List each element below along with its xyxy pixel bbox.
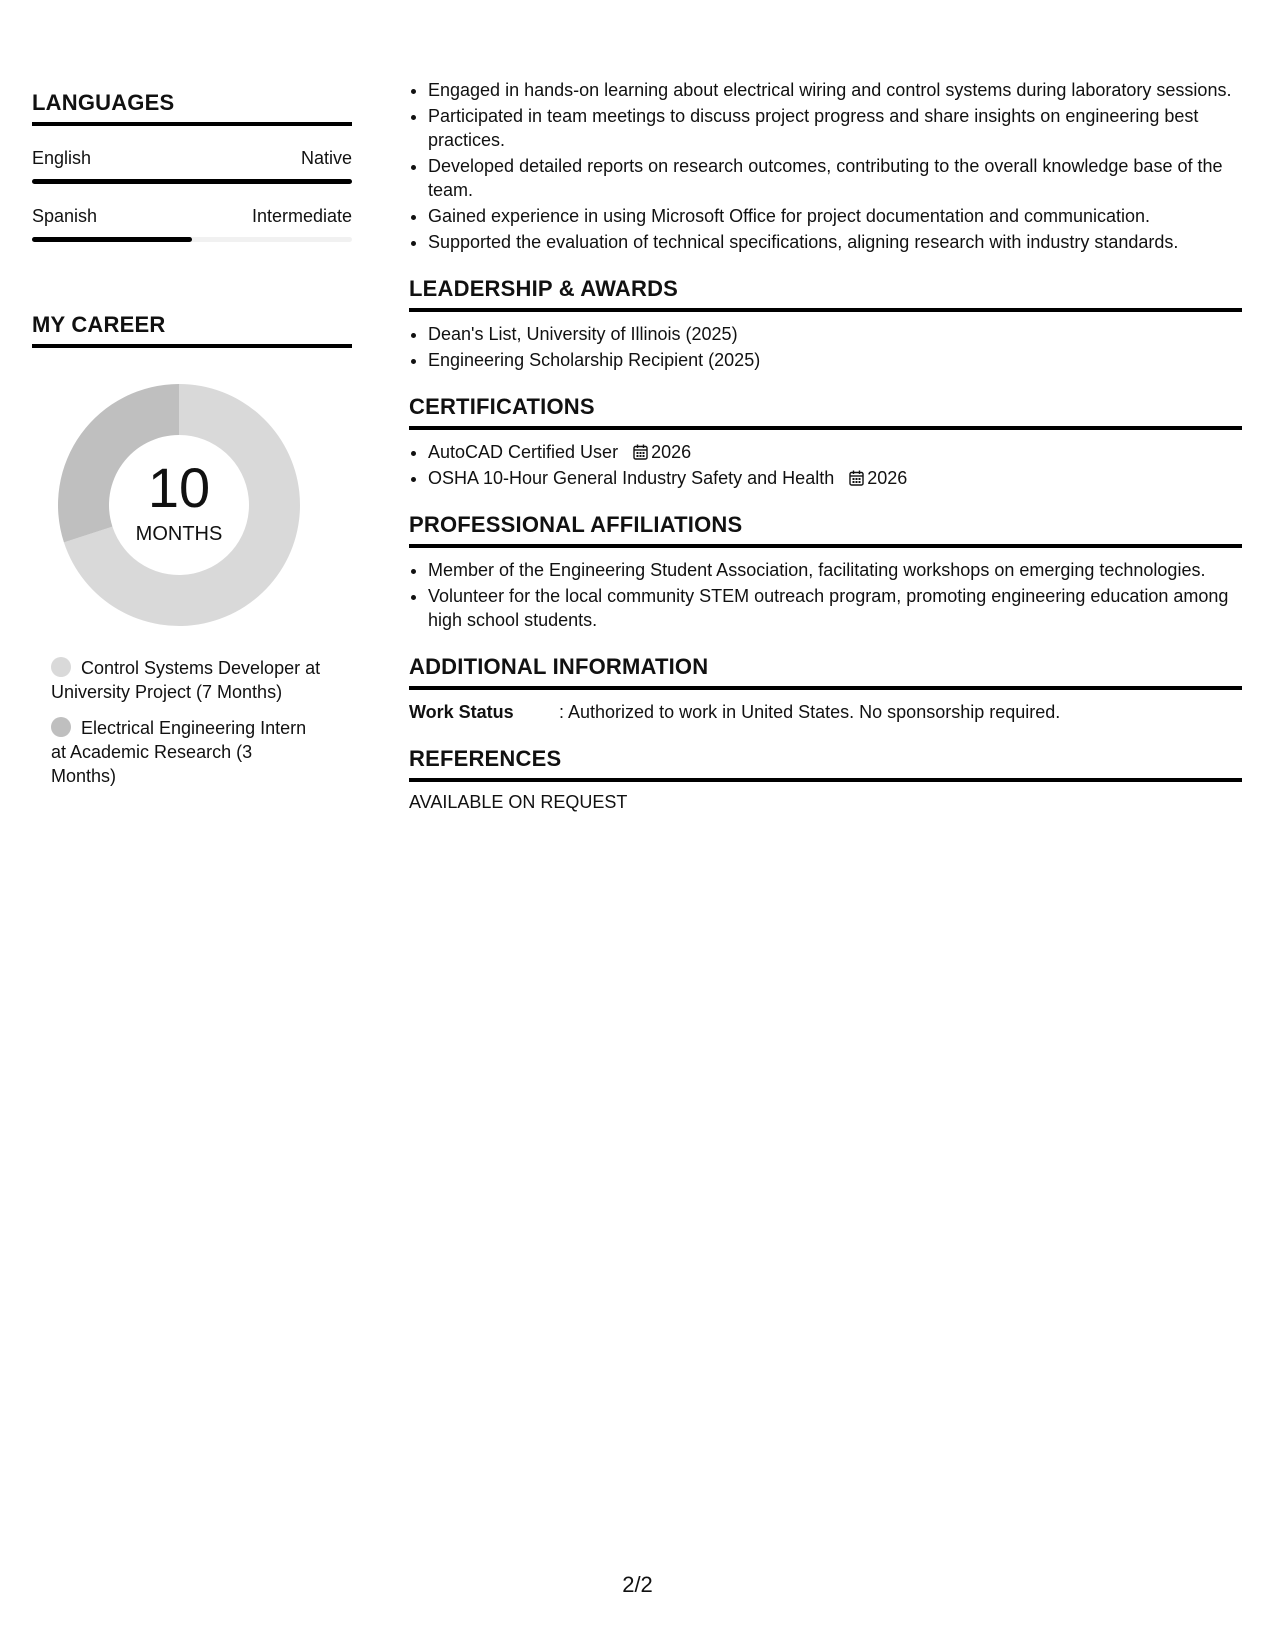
career-title: MY CAREER	[32, 312, 352, 348]
list-item: • Participated in team meetings to discuss project progress and share insights on engineering best practices.	[428, 104, 1242, 152]
work-status-row	[409, 700, 1242, 724]
certification-item	[428, 440, 1242, 464]
additional-info-title: ADDITIONAL INFORMATION	[409, 654, 1242, 690]
page-number: 2/2	[622, 1572, 653, 1597]
leadership-title: LEADERSHIP & AWARDS	[409, 276, 1242, 312]
left-column	[32, 90, 352, 800]
leadership-section	[409, 276, 1242, 372]
list-item: • Engineering Scholarship Recipient (2025)	[428, 348, 1242, 372]
affiliations-title: PROFESSIONAL AFFILIATIONS	[409, 512, 1242, 548]
list-item: • Developed detailed reports on research outcomes, contributing to the overall knowledge base of the team.	[428, 154, 1242, 202]
proficiency-fill	[32, 237, 192, 242]
work-status-value: : Authorized to work in United States. No sponsorship required.	[559, 702, 1061, 722]
legend-item	[51, 716, 321, 788]
list-item: • Gained experience in using Microsoft Office for project documentation and communication.	[428, 204, 1242, 228]
references-section	[409, 746, 1242, 813]
references-text: AVAILABLE ON REQUEST	[409, 792, 628, 812]
list-item: • Dean's List, University of Illinois (2025)	[428, 322, 1242, 346]
list-item: • Supported the evaluation of technical specifications, aligning research with industry standards.	[428, 230, 1242, 254]
experience-bullets	[409, 78, 1242, 254]
work-status-label: Work Status	[409, 702, 514, 722]
calendar-icon	[633, 444, 648, 460]
list-item: • Engaged in hands-on learning about electrical wiring and control systems during laboratory sessions.	[428, 78, 1242, 102]
career-legend	[51, 656, 321, 788]
total-months-unit: MONTHS	[135, 523, 223, 545]
proficiency-fill	[32, 179, 352, 184]
language-name: Spanish	[32, 206, 98, 226]
language-name: English	[32, 148, 92, 168]
certification-name: OSHA 10-Hour General Industry Safety and Health	[428, 468, 835, 488]
career-section	[32, 312, 352, 788]
language-item	[32, 206, 352, 242]
references-title: REFERENCES	[409, 746, 1242, 782]
legend-label: Control Systems Developer at University Project (7 Months)	[51, 658, 321, 702]
languages-section	[32, 90, 352, 242]
proficiency-bar	[32, 179, 352, 184]
certification-name: AutoCAD Certified User	[428, 442, 619, 462]
certification-item	[428, 466, 1242, 490]
list-item: • Member of the Engineering Student Association, facilitating workshops on emerging technologies.	[428, 558, 1242, 582]
language-level: Native	[300, 148, 352, 168]
total-months-number: 10	[147, 456, 211, 519]
affiliations-section	[409, 512, 1242, 632]
legend-swatch	[51, 717, 71, 737]
certifications-title: CERTIFICATIONS	[409, 394, 1242, 430]
certification-year: 2026	[867, 468, 908, 488]
calendar-icon	[849, 470, 864, 486]
right-column	[409, 78, 1242, 813]
certifications-section	[409, 394, 1242, 490]
proficiency-bar	[32, 237, 352, 242]
career-donut-chart	[54, 380, 304, 630]
legend-item	[51, 656, 321, 704]
language-item	[32, 148, 352, 184]
certification-year: 2026	[651, 442, 692, 462]
legend-swatch	[51, 657, 71, 677]
additional-info-section	[409, 654, 1242, 724]
list-item: • Volunteer for the local community STEM outreach program, promoting engineering education among high school students.	[428, 584, 1242, 632]
legend-label: Electrical Engineering Intern at Academic Research (3 Months)	[51, 718, 307, 786]
language-level: Intermediate	[251, 206, 352, 226]
languages-title: LANGUAGES	[32, 90, 352, 126]
